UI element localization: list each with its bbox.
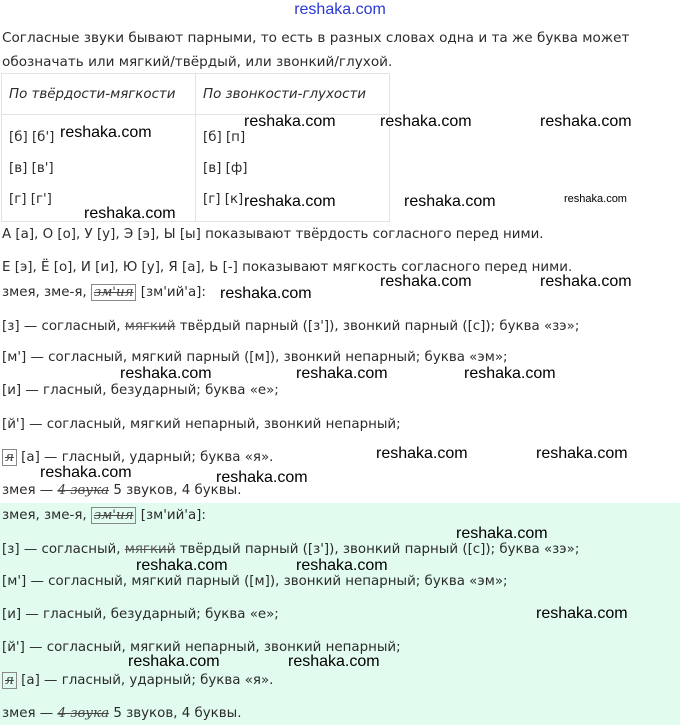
z-prefix: [з] — согласный,: [2, 319, 121, 334]
word-line: [2, 285, 206, 300]
watermark: reshaka.com: [380, 273, 472, 290]
watermark: reshaka.com: [120, 365, 212, 382]
pair-g-k: [г] [к]: [203, 192, 244, 207]
summary-line-2: [2, 706, 242, 721]
i-analysis-line-2: [и] — гласный, безударный; буква «е»;: [2, 607, 279, 622]
watermark: reshaka.com: [40, 464, 132, 481]
i-analysis-line: [и] — гласный, безударный; буква «е»;: [2, 383, 279, 398]
watermark: reshaka.com: [216, 469, 308, 486]
z-prefix-2: [з] — согласный,: [2, 542, 121, 557]
watermark: reshaka.com: [456, 525, 548, 542]
word-line-2: [2, 508, 206, 523]
pair-v-soft: [в] [в']: [9, 161, 54, 176]
ya-rest: [а] — гласный, ударный; буква «я».: [21, 450, 274, 465]
z-rest-2: твёрдый парный ([з']), звонкий парный ([с]); буква «зэ»;: [179, 542, 580, 557]
z-analysis-line: [2, 319, 579, 334]
word-transcription-2: [зм'ий'а]:: [140, 508, 206, 523]
word-handwritten-2: зм'ия: [91, 507, 137, 524]
pair-b-p: [б] [п]: [203, 130, 246, 145]
header-hardness-softness: По твёрдости-мягкости: [2, 74, 196, 115]
j-analysis-line-2: [й'] — согласный, мягкий непарный, звонкий непарный;: [2, 640, 401, 655]
pair-g-soft: [г] [г']: [9, 192, 52, 207]
vowels-hard-rule: А [а], О [о], У [у], Э [э], Ы [ы] показывают твёрдость согласного перед ними.: [2, 227, 544, 242]
ya-handwritten: я: [2, 449, 17, 466]
ya-handwritten-2: я: [2, 672, 17, 689]
watermark: reshaka.com: [128, 653, 220, 670]
watermark: reshaka.com: [536, 605, 628, 622]
z-analysis-line-2: [2, 542, 579, 557]
word-prefix-2: змея, зме-я,: [2, 508, 87, 523]
watermark: reshaka.com: [244, 113, 336, 130]
summary-rest-2: 5 звуков, 4 буквы.: [113, 706, 242, 721]
watermark: reshaka.com: [540, 113, 632, 130]
watermark: reshaka.com: [288, 653, 380, 670]
watermark: reshaka.com: [404, 193, 496, 210]
watermark: reshaka.com: [540, 273, 632, 290]
z-rest: твёрдый парный ([з']), звонкий парный ([с]); буква «зэ»;: [179, 319, 580, 334]
summary-rest: 5 звуков, 4 буквы.: [113, 483, 242, 498]
ya-rest-2: [а] — гласный, ударный; буква «я».: [21, 673, 274, 688]
watermark: reshaka.com: [376, 445, 468, 462]
z-struck-word-2: мягкий: [124, 542, 176, 557]
summary-prefix: змея —: [2, 483, 54, 498]
table-header-row: [2, 74, 390, 115]
watermark: reshaka.com: [380, 113, 472, 130]
watermark: reshaka.com: [464, 365, 556, 382]
summary-prefix-2: змея —: [2, 706, 54, 721]
j-analysis-line: [й'] — согласный, мягкий непарный, звонкий непарный;: [2, 417, 401, 432]
pair-b-soft: [б] [б']: [9, 130, 55, 145]
header-voiced-voiceless: По звонкости-глухости: [196, 74, 390, 115]
watermark: reshaka.com: [536, 445, 628, 462]
vowels-soft-rule: Е [э], Ё [о], И [и], Ю [у], Я [а], Ь [-] показывают мягкость согласного перед ними.: [2, 260, 573, 275]
word-transcription: [зм'ий'а]:: [140, 285, 206, 300]
site-title[interactable]: reshaka.com: [294, 1, 386, 18]
word-handwritten: зм'ия: [91, 284, 137, 301]
watermark: reshaka.com: [84, 205, 176, 222]
summary-struck: 4 звука: [57, 483, 110, 498]
m-analysis-line: [м'] — согласный, мягкий парный ([м]), звонкий непарный; буква «эм»;: [2, 350, 508, 365]
intro-paragraph: Согласные звуки бывают парными, то есть в разных словах одна и та же буква может обозначать или мягкий/твёрдый, или звонкий/глухой.: [2, 30, 630, 70]
watermark: reshaka.com: [136, 557, 228, 574]
ya-analysis-line: [2, 450, 273, 465]
watermark: reshaka.com: [296, 365, 388, 382]
m-analysis-line-2: [м'] — согласный, мягкий парный ([м]), звонкий непарный; буква «эм»;: [2, 574, 508, 589]
watermark: reshaka.com: [564, 193, 627, 205]
summary-struck-2: 4 звука: [57, 706, 110, 721]
word-prefix: змея, зме-я,: [2, 285, 87, 300]
z-struck-word: мягкий: [124, 319, 176, 334]
watermark: reshaka.com: [296, 557, 388, 574]
watermark: reshaka.com: [60, 124, 152, 141]
ya-analysis-line-2: [2, 673, 273, 688]
pair-v-f: [в] [ф]: [203, 161, 248, 176]
summary-line: [2, 483, 242, 498]
watermark: reshaka.com: [244, 193, 336, 210]
watermark: reshaka.com: [220, 285, 312, 302]
